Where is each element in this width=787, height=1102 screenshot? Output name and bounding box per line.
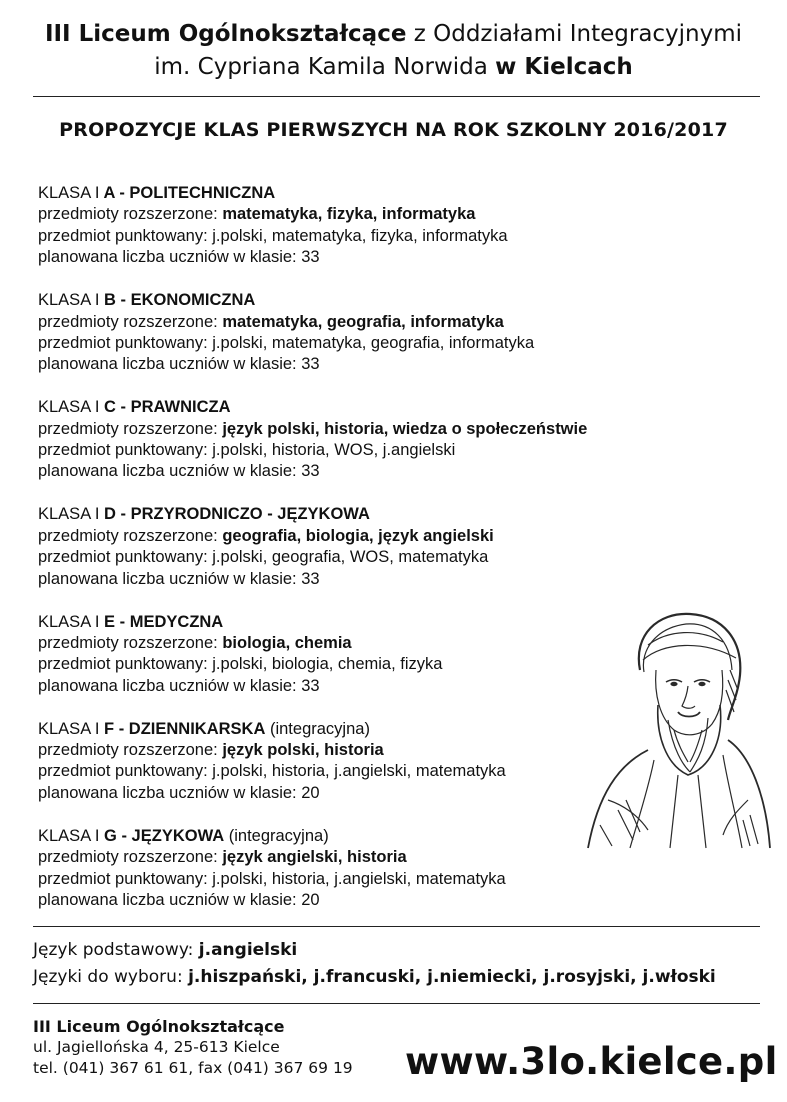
planned-students-value: 33 [301,462,320,481]
scored-subjects [38,333,658,354]
class-block [38,719,658,805]
extended-subjects-value: biologia, chemia [222,633,352,652]
school-name-suffix: z Oddziałami Integracyjnymi [406,21,743,47]
class-label: KLASA I [38,505,100,524]
scored-subjects [38,440,658,461]
class-profile-name: - EKONOMICZNA [115,291,256,310]
choice-languages-value: j.hiszpański, j.francuski, j.niemiecki, j.rosyjski, j.włoski [188,967,716,987]
class-label: KLASA I [38,612,100,631]
school-name: III Liceum Ogólnokształcące [44,21,407,47]
planned-students-label: planowana liczba uczniów w klasie: [38,783,302,802]
planned-students-value: 33 [301,569,320,588]
class-label: KLASA I [38,398,100,417]
scored-subjects-label: przedmiot punktowany: [38,333,213,352]
basic-language [33,937,773,964]
planned-students-label: planowana liczba uczniów w klasie: [38,462,302,481]
scored-subjects-value: j.polski, historia, j.angielski, matematyka [212,869,506,888]
planned-students-value: 33 [301,355,320,374]
extended-subjects-label: przedmioty rozszerzone: [38,633,223,652]
class-note: (integracyjna) [224,826,329,845]
basic-language-label: Język podstawowy: [33,940,199,960]
scored-subjects-value: j.polski, biologia, chemia, fizyka [212,655,443,674]
extended-subjects [38,419,658,440]
planned-students [38,890,658,911]
class-heading [38,826,658,847]
scored-subjects-value: j.polski, geografia, WOS, matematyka [212,548,489,567]
class-profile-name: - PRZYRODNICZO - JĘZYKOWA [115,505,370,524]
extended-subjects-label: przedmioty rozszerzone: [38,419,223,438]
school-header [0,18,787,84]
extended-subjects-value: język polski, historia [222,741,384,760]
planned-students-value: 33 [301,676,320,695]
header-line-1 [0,18,787,51]
class-block [38,612,658,698]
extended-subjects-label: przedmioty rozszerzone: [38,741,223,760]
header-line-2 [0,51,787,84]
footer-street: ul. Jagiellońska 4, 25-613 Kielce [33,1038,280,1056]
planned-students-value: 33 [301,248,320,267]
extended-subjects [38,204,658,225]
class-block [38,290,658,376]
basic-language-value: j.angielski [198,940,298,960]
planned-students-label: planowana liczba uczniów w klasie: [38,890,302,909]
class-label: KLASA I [38,184,100,202]
page-title: PROPOZYCJE KLAS PIERWSZYCH NA ROK SZKOLNY 2016/2017 [59,119,728,141]
scored-subjects-value: j.polski, matematyka, geografia, informatyka [212,333,535,352]
extended-subjects-label: przedmioty rozszerzone: [38,526,223,545]
class-label: KLASA I [38,291,100,310]
norwid-portrait-image [578,600,774,850]
extended-subjects [38,633,658,654]
planned-students [38,783,658,804]
scored-subjects [38,654,658,675]
extended-subjects-value: język angielski, historia [222,848,407,867]
scored-subjects-value: j.polski, historia, WOS, j.angielski [212,441,456,460]
class-list [38,183,658,911]
class-heading [38,290,658,311]
languages-section [33,937,773,991]
class-profile-name: - PRAWNICZA [115,398,231,417]
planned-students [38,354,658,375]
class-letter: D [99,505,116,524]
footer-phone: tel. (041) 367 61 61, fax (041) 367 69 19 [33,1059,353,1077]
extended-subjects-value: matematyka, geografia, informatyka [222,312,504,331]
scored-subjects-value: j.polski, historia, j.angielski, matematyka [212,762,506,781]
website-url[interactable]: www.3lo.kielce.pl [405,1040,778,1083]
footer-divider [33,1003,760,1004]
planned-students-label: planowana liczba uczniów w klasie: [38,569,302,588]
extended-subjects [38,740,658,761]
class-note: (integracyjna) [265,719,370,738]
class-profile-name: - JĘZYKOWA [116,826,225,845]
footer-school-name: III Liceum Ogólnokształcące [33,1017,285,1036]
scored-subjects [38,761,658,782]
planned-students [38,676,658,697]
class-letter: A [99,184,115,202]
scored-subjects-label: przedmiot punktowany: [38,548,213,567]
class-letter: B [99,291,116,310]
scored-subjects [38,547,658,568]
choice-languages-label: Języki do wyboru: [33,967,189,987]
class-block [38,183,658,269]
extended-subjects-value: matematyka, fizyka, informatyka [222,205,476,224]
patron-name: im. Cypriana Kamila Norwida [154,54,496,80]
class-heading [38,504,658,525]
extended-subjects-label: przedmioty rozszerzone: [38,205,223,224]
extended-subjects-value: język polski, historia, wiedza o społeczeństwie [222,419,588,438]
class-block [38,826,658,912]
class-letter: E [99,612,116,631]
class-block [38,397,658,483]
planned-students [38,461,658,482]
class-heading [38,183,658,204]
extended-subjects [38,526,658,547]
class-block [38,504,658,590]
extended-subjects-label: przedmioty rozszerzone: [38,312,223,331]
scored-subjects-label: przedmiot punktowany: [38,441,213,460]
extended-subjects-value: geografia, biologia, język angielski [222,526,494,545]
languages-divider-top [33,926,760,927]
planned-students-label: planowana liczba uczniów w klasie: [38,248,302,267]
planned-students-label: planowana liczba uczniów w klasie: [38,355,302,374]
scored-subjects-label: przedmiot punktowany: [38,762,213,781]
city-name: w Kielcach [495,54,633,80]
planned-students [38,569,658,590]
class-profile-name: - POLITECHNICZNA [114,184,276,202]
class-letter: C [99,398,116,417]
class-label: KLASA I [38,719,100,738]
footer-address [33,1016,353,1079]
header-divider [33,96,760,97]
class-label: KLASA I [38,826,100,845]
class-letter: F [99,719,115,738]
choice-languages [33,964,773,991]
class-profile-name: - DZIENNIKARSKA [114,719,266,738]
planned-students [38,247,658,268]
extended-subjects [38,312,658,333]
scored-subjects-label: przedmiot punktowany: [38,655,213,674]
scored-subjects-value: j.polski, matematyka, fizyka, informatyka [212,226,508,245]
extended-subjects [38,847,658,868]
scored-subjects-label: przedmiot punktowany: [38,869,213,888]
planned-students-value: 20 [301,783,320,802]
class-profile-name: - MEDYCZNA [115,612,224,631]
class-heading [38,719,658,740]
class-heading [38,397,658,418]
scored-subjects [38,869,658,890]
scored-subjects-label: przedmiot punktowany: [38,226,213,245]
planned-students-value: 20 [301,890,320,909]
planned-students-label: planowana liczba uczniów w klasie: [38,676,302,695]
scored-subjects [38,226,658,247]
class-letter: G [99,826,117,845]
extended-subjects-label: przedmioty rozszerzone: [38,848,223,867]
class-heading [38,612,658,633]
